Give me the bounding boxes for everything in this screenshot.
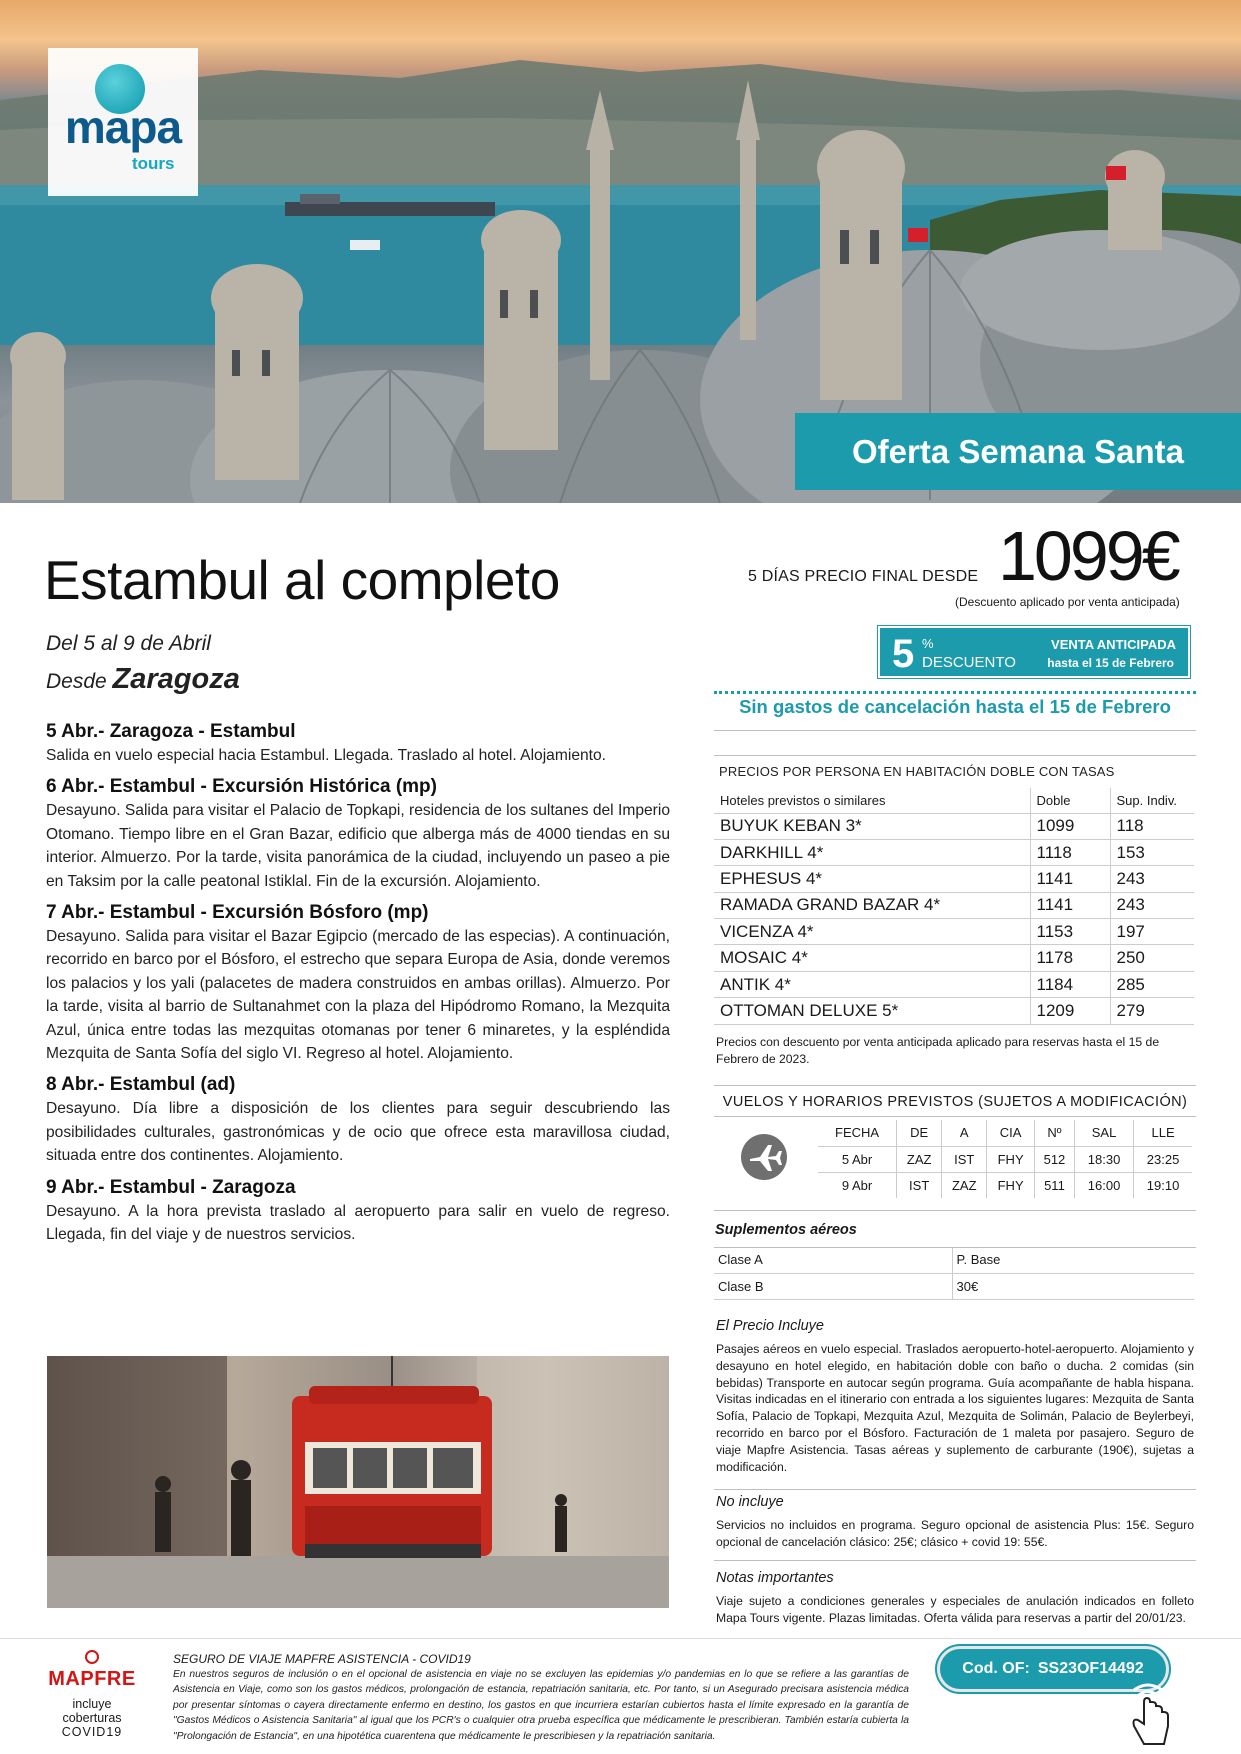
class-name: Clase A: [714, 1247, 952, 1273]
column-header: A: [942, 1120, 987, 1146]
tram-photo: [47, 1356, 669, 1608]
table-row: [818, 1146, 1192, 1172]
table-row: [818, 1172, 1192, 1198]
mapfre-coverage-covid: COVID19: [61, 1725, 123, 1739]
includes-heading: El Precio Incluye: [716, 1318, 824, 1334]
column-header: Doble: [1030, 788, 1110, 813]
itinerary-day: [46, 720, 670, 767]
itinerary: [46, 720, 670, 1255]
flight-from: IST: [897, 1172, 942, 1198]
divider: [714, 755, 1196, 756]
discount-word: DESCUENTO: [922, 654, 1016, 671]
discount-number: 5: [892, 632, 915, 676]
no-cancellation-note: Sin gastos de cancelación hasta el 15 de Febrero: [739, 696, 1171, 717]
column-header: CIA: [987, 1120, 1035, 1146]
single-supplement: 285: [1110, 971, 1194, 997]
notes-heading: Notas importantes: [716, 1570, 834, 1586]
mapfre-logo: [44, 1650, 140, 1739]
supplements-table: [714, 1247, 1194, 1300]
discount-percent: %: [922, 636, 934, 651]
day-text: Desayuno. Salida para visitar el Palacio de Topkapi, residencia de los sultanes del Imperio Otomano. Tiempo libre en el Gran Bazar, edificio que alberga más de 4000 tiendas en su interior. Almuerzo. Por la tarde, visita panorámica de la ciudad, incluyendo un paseo a pie en Taksim por la calle peatonal Istiklal. Fin de la excursión. Alojamiento.: [46, 802, 670, 890]
table-row: [714, 1247, 1194, 1273]
hotel-price-table: [714, 788, 1194, 1025]
column-header: LLE: [1134, 1120, 1192, 1146]
double-price: 1209: [1030, 998, 1110, 1024]
table-header-row: [714, 788, 1194, 813]
hotel-name: BUYUK KEBAN 3*: [714, 813, 1030, 839]
flight-to: ZAZ: [942, 1172, 987, 1198]
mapfre-emblem-icon: [85, 1650, 99, 1664]
hotel-name: DARKHILL 4*: [714, 839, 1030, 865]
excludes-heading: No incluye: [716, 1494, 784, 1510]
itinerary-day: [46, 1073, 670, 1167]
pointer-hand-icon: [1124, 1682, 1172, 1750]
discount-badge: [878, 626, 1190, 678]
double-price: 1178: [1030, 945, 1110, 971]
discount-title: VENTA ANTICIPADA: [1051, 637, 1176, 652]
divider: [714, 1085, 1196, 1086]
itinerary-day: [46, 1176, 670, 1247]
divider: [714, 1560, 1196, 1561]
offer-code-label: Cod. OF:: [962, 1660, 1030, 1677]
single-supplement: 243: [1110, 866, 1194, 892]
single-supplement: 118: [1110, 813, 1194, 839]
column-header: FECHA: [818, 1120, 897, 1146]
day-text: Desayuno. Salida para visitar el Bazar Egipcio (mercado de las especias). A continuación, recorrido en barco por el Bósforo, el estrecho que separa Europa de Asia, donde veremos los palacios y los yali (palacetes de madera construidos en ambas orillas). Almuerzo. Por la tarde, visita al barrio de Sultanahmet con la plaza del Hipódromo Romano, la Mezquita Azul, única entre todas las mezquitas otomanas por tener 6 minaretes, y la espléndida Mezquita de Santa Sofía del siglo VI. Regreso al hotel. Alojamiento.: [46, 928, 670, 1063]
day-title: 5 Abr.- Zaragoza - Estambul: [46, 721, 296, 742]
single-supplement: 243: [1110, 892, 1194, 918]
day-title: 6 Abr.- Estambul - Excursión Histórica (mp): [46, 776, 437, 798]
itinerary-day: [46, 775, 670, 893]
day-text: Desayuno. Día libre a disposición de los clientes para seguir descubriendo las posibilidades culturales, gastronómicas y de ocio que ofrece esta maravillosa ciudad, situada entre dos continentes. Alojamiento.: [46, 1100, 670, 1165]
single-supplement: 279: [1110, 998, 1194, 1024]
divider: [714, 1247, 1196, 1248]
day-title: 7 Abr.- Estambul - Excursión Bósforo (mp): [46, 902, 429, 924]
column-header: Sup. Indiv.: [1110, 788, 1194, 813]
column-header: Nº: [1034, 1120, 1074, 1146]
notes-text: Viaje sujeto a condiciones generales y especiales de anulación indicados en folleto Mapa Tours vigente. Plazas limitadas. Oferta válida para reservas a partir del 20/01/23.: [716, 1594, 1194, 1625]
divider: [714, 1489, 1196, 1490]
offer-code-value: SS23OF14492: [1037, 1660, 1144, 1677]
flight-number: 512: [1034, 1146, 1074, 1172]
tram-illustration: [47, 1356, 669, 1608]
hero-image: [0, 0, 1241, 503]
logo-sub: tours: [132, 154, 175, 173]
mapfre-coverage-line: incluye coberturas: [62, 1697, 122, 1725]
hotel-name: RAMADA GRAND BAZAR 4*: [714, 892, 1030, 918]
hotel-name: ANTIK 4*: [714, 971, 1030, 997]
flight-airline: FHY: [987, 1172, 1035, 1198]
flight-airline: FHY: [987, 1146, 1035, 1172]
departure-prefix: Desde: [46, 670, 107, 693]
table-row: [714, 813, 1194, 839]
flight-from: ZAZ: [897, 1146, 942, 1172]
table-row: [714, 998, 1194, 1024]
price-value: 1099€: [998, 517, 1178, 595]
flight-date: 9 Abr: [841, 1177, 873, 1193]
flight-number: 511: [1034, 1172, 1074, 1198]
table-row: [714, 919, 1194, 945]
table-row: [714, 866, 1194, 892]
table-row: [714, 971, 1194, 997]
double-price: 1118: [1030, 839, 1110, 865]
hotel-name: MOSAIC 4*: [714, 945, 1030, 971]
trip-dates: Del 5 al 9 de Abril: [46, 632, 211, 655]
hotel-name: EPHESUS 4*: [714, 866, 1030, 892]
class-name: Clase B: [714, 1273, 952, 1299]
logo-name: mapa: [64, 101, 182, 153]
price-note: (Descuento aplicado por venta anticipada): [955, 595, 1180, 609]
table-row: [714, 892, 1194, 918]
dotted-divider: [714, 691, 1196, 694]
day-text: Salida en vuelo especial hacia Estambul. Llegada. Traslado al hotel. Alojamiento.: [46, 747, 606, 764]
flights-heading: VUELOS Y HORARIOS PREVISTOS (SUJETOS A MODIFICACIÓN): [722, 1094, 1188, 1110]
flight-to: IST: [942, 1146, 987, 1172]
double-price: 1153: [1030, 919, 1110, 945]
trip-title: Estambul al completo: [44, 549, 560, 611]
flight-departure: 16:00: [1074, 1172, 1133, 1198]
double-price: 1184: [1030, 971, 1110, 997]
day-text: Desayuno. A la hora prevista traslado al aeropuerto para salir en vuelo de regreso. Llegada, fin del viaje y de nuestros servicios.: [46, 1202, 670, 1244]
footer-divider: [0, 1638, 1241, 1639]
table-row: [714, 839, 1194, 865]
flight-arrival: 19:10: [1134, 1172, 1192, 1198]
offer-banner: Oferta Semana Santa: [795, 413, 1241, 490]
departure-line: [46, 663, 240, 696]
insurance-title: SEGURO DE VIAJE MAPFRE ASISTENCIA - COVID19: [173, 1652, 471, 1666]
day-title: 9 Abr.- Estambul - Zaragoza: [46, 1176, 296, 1198]
table-row: [714, 945, 1194, 971]
table-row: [714, 1273, 1194, 1299]
discount-until: hasta el 15 de Febrero: [1047, 656, 1174, 670]
column-header: Hoteles previstos o similares: [714, 788, 1030, 813]
class-price: 30€: [952, 1273, 1194, 1299]
insurance-text: En nuestros seguros de inclusión o en el opcional de asistencia en viaje no se excluyen las epidemias y/o pandemias en lo que se refiere a las garantías de Asistencia en Viaje, como son los gastos médicos, prolongación de estancia, repatriación sanitaria, etc. Por tanto, si un Asegurado precisara asistencia médica por presentar síntomas o cayera directamente enfermo en destino, los gastos en que incurriera estarían cubiertos hasta el límite expresado en la garantía de "Gastos Médicos o Asistencia Sanitaria" al igual que los PCR's o cualquier otra prueba específica que médicamente le prescribieran. También estaría cubierta la "Prolongación de Estancia", en una hipotética cuarentena que médicamente le prescribiesen y la repatriación sanitaria.: [173, 1669, 909, 1742]
excludes-text: Servicios no incluidos en programa. Seguro opcional de asistencia Plus: 15€. Seguro opcional de cancelación clásico: 25€; clásico + covid 19: 55€.: [716, 1518, 1194, 1549]
divider: [714, 1210, 1196, 1211]
price-label: 5 DÍAS PRECIO FINAL DESDE: [748, 568, 979, 585]
prices-note: Precios con descuento por venta anticipada aplicado para reservas hasta el 15 de Febrero de 2023.: [716, 1035, 1160, 1066]
airplane-icon: [741, 1134, 787, 1180]
flight-departure: 18:30: [1074, 1146, 1133, 1172]
single-supplement: 197: [1110, 919, 1194, 945]
day-title: 8 Abr.- Estambul (ad): [46, 1074, 236, 1096]
flight-date: 5 Abr: [818, 1146, 897, 1172]
hotel-name: VICENZA 4*: [714, 919, 1030, 945]
column-header: SAL: [1074, 1120, 1133, 1146]
prices-heading: PRECIOS POR PERSONA EN HABITACIÓN DOBLE CON TASAS: [719, 764, 1115, 779]
flight-schedule-table: [818, 1120, 1192, 1198]
single-supplement: 153: [1110, 839, 1194, 865]
divider: [714, 730, 1196, 731]
double-price: 1141: [1030, 866, 1110, 892]
departure-city: Zaragoza: [112, 663, 240, 695]
class-price: P. Base: [952, 1247, 1194, 1273]
divider: [714, 1116, 1196, 1117]
single-supplement: 250: [1110, 945, 1194, 971]
double-price: 1099: [1030, 813, 1110, 839]
itinerary-day: [46, 901, 670, 1065]
hotel-name: OTTOMAN DELUXE 5*: [714, 998, 1030, 1024]
double-price: 1141: [1030, 892, 1110, 918]
mapa-tours-logo: [48, 48, 198, 196]
supplements-heading: Suplementos aéreos: [715, 1222, 857, 1238]
column-header: DE: [897, 1120, 942, 1146]
flight-arrival: 23:25: [1134, 1146, 1192, 1172]
mapfre-brand: MAPFRE: [48, 1668, 136, 1690]
includes-text: Pasajes aéreos en vuelo especial. Traslados aeropuerto-hotel-aeropuerto. Alojamiento y desayuno en hotel elegido, en habitación doble con baño o ducha. 2 comidas (sin bebidas) Transporte en autocar según programa. Guía acompañante de habla hispana. Visitas indicadas en el itinerario con entrada a los siguientes lugares: Mezquita de Santa Sofía, Palacio de Topkapi, Mezquita Azul, Mezquita de Solimán, Palacio de Beylerbeyi, recorrido en barco por el Bósforo. Facturación de 1 maleta por pasajero. Seguro de viaje Mapfre Asistencia. Tasas aéreas y suplemento de carburante (190€), sujetas a modificación.: [716, 1342, 1194, 1474]
table-header-row: [818, 1120, 1192, 1146]
